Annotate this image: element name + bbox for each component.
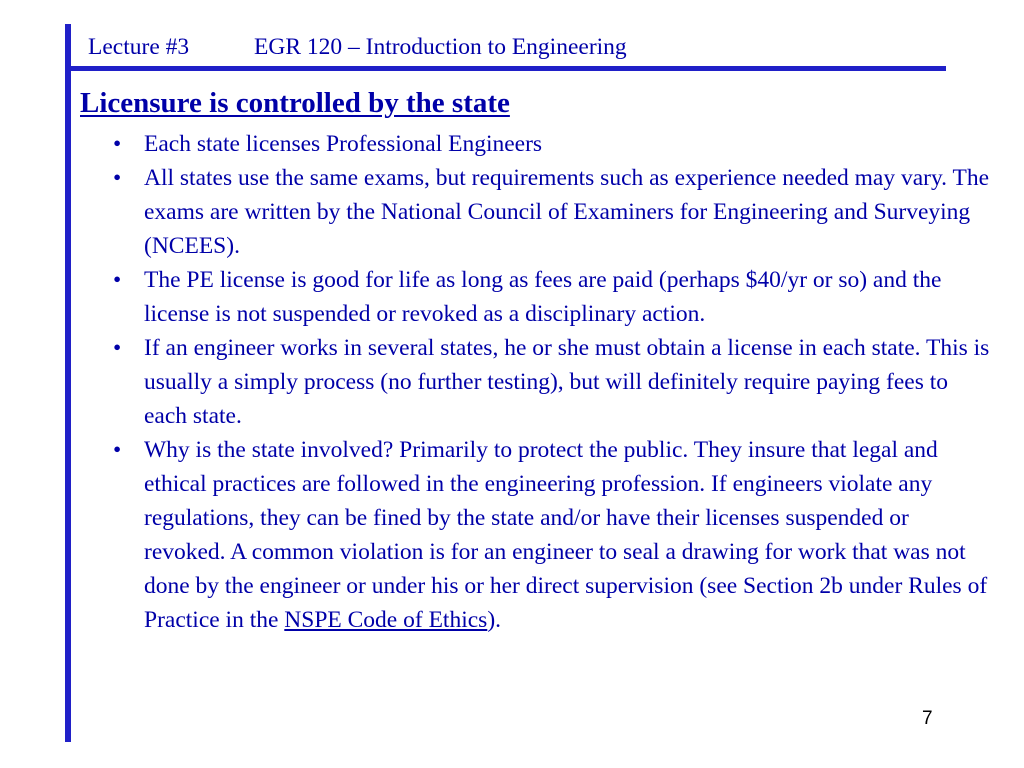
bullet-text-before-link: Why is the state involved? Primarily to protect the public. They insure that legal and ethical practices are followed in the engineering profession. If engineers violate any regulations, they can be fined by the state and/or have their licenses suspended or revoked. A common violation is for an engineer to seal a drawing for work that was not done by the engineer or under his or her direct supervision (see Section 2b under Rules of Practice in the (144, 437, 988, 633)
nspe-code-of-ethics-link[interactable]: NSPE Code of Ethics (284, 607, 488, 633)
bullet-symbol: • (113, 131, 122, 157)
bullet-symbol: • (113, 267, 122, 293)
bullet-symbol: • (113, 165, 122, 191)
header-rule (71, 66, 946, 71)
course-title: EGR 120 – Introduction to Engineering (254, 34, 627, 60)
bullet-text: All states use the same exams, but requirements such as experience needed may vary. The exams are written by the National Council of Examiners for Engineering and Surveying (NCEES). (144, 165, 990, 259)
list-item (110, 263, 990, 331)
list-item (110, 161, 990, 263)
bullet-symbol: • (113, 335, 122, 361)
bullet-text: The PE license is good for life as long as fees are paid (perhaps $40/yr or so) and the license is not suspended or revoked as a disciplinary action. (144, 267, 942, 327)
left-rule (65, 24, 71, 742)
bullet-list (110, 127, 990, 637)
list-item (110, 331, 990, 433)
list-item (110, 127, 990, 161)
bullet-text: Each state licenses Professional Engineers (144, 131, 543, 157)
bullet-text: If an engineer works in several states, he or she must obtain a license in each state. This is usually a simply process (no further testing), but will definitely require paying fees to each state. (144, 335, 990, 429)
bullet-symbol: • (113, 437, 122, 463)
lecture-number: Lecture #3 (88, 34, 190, 60)
slide-header (88, 33, 627, 61)
list-item (110, 433, 990, 637)
bullet-text-after-link: ). (487, 607, 502, 633)
page-number: 7 (922, 708, 933, 729)
page-title: Licensure is controlled by the state (80, 87, 510, 119)
